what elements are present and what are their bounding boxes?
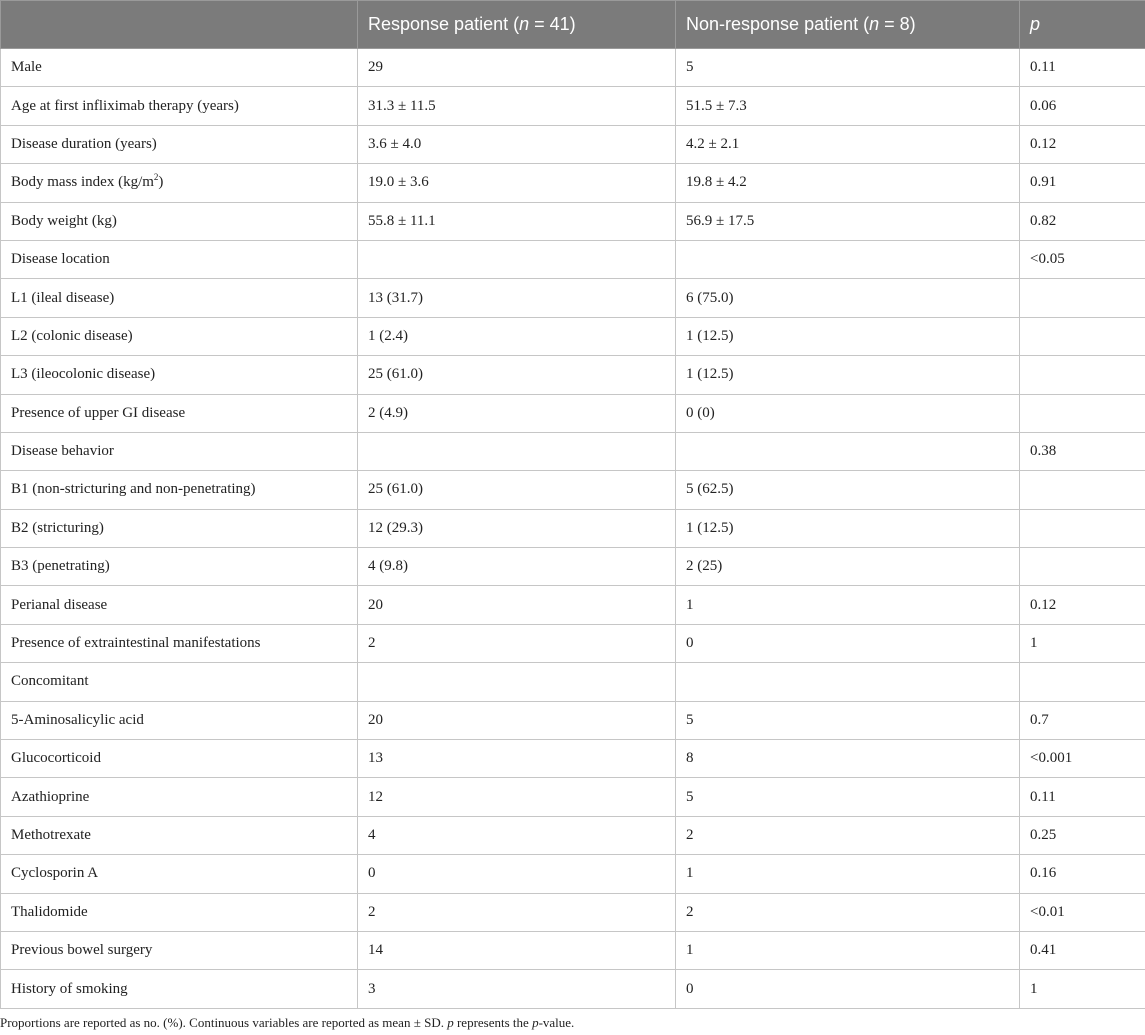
row-label-cell xyxy=(1,356,358,394)
p-value-cell xyxy=(1020,356,1145,394)
header-response-n: n xyxy=(519,14,530,34)
response-value-cell: 29 xyxy=(358,49,676,87)
nonresponse-value-cell: 51.5 ± 7.3 xyxy=(676,87,1020,125)
p-value-cell xyxy=(1020,663,1145,701)
nonresponse-value-cell: 1 (12.5) xyxy=(676,356,1020,394)
nonresponse-value-cell: 5 xyxy=(676,778,1020,816)
table-header xyxy=(1,1,1145,49)
table-row xyxy=(1,586,1145,624)
response-value-cell: 20 xyxy=(358,586,676,624)
row-label-cell xyxy=(1,509,358,547)
nonresponse-value-cell: 0 xyxy=(676,624,1020,662)
header-nonresponse-prefix: Non-response patient ( xyxy=(686,14,870,34)
response-value-cell: 12 xyxy=(358,778,676,816)
table-row xyxy=(1,893,1145,931)
header-nonresponse-n: n xyxy=(869,14,880,34)
row-label-cell xyxy=(1,663,358,701)
nonresponse-value-cell: 1 xyxy=(676,586,1020,624)
nonresponse-value-cell xyxy=(676,663,1020,701)
p-value-cell xyxy=(1020,317,1145,355)
row-label-cell xyxy=(1,471,358,509)
table-row xyxy=(1,202,1145,240)
response-value-cell: 2 (4.9) xyxy=(358,394,676,432)
row-label-suffix: ) xyxy=(158,174,164,191)
row-label-cell xyxy=(1,394,358,432)
p-value-cell: <0.001 xyxy=(1020,740,1145,778)
row-label: Previous bowel surgery xyxy=(11,942,153,959)
nonresponse-value-cell: 1 (12.5) xyxy=(676,317,1020,355)
header-p-value xyxy=(1020,1,1145,49)
nonresponse-value-cell: 5 (62.5) xyxy=(676,471,1020,509)
nonresponse-value-cell: 19.8 ± 4.2 xyxy=(676,164,1020,202)
nonresponse-value-cell: 56.9 ± 17.5 xyxy=(676,202,1020,240)
row-label: Presence of upper GI disease xyxy=(11,404,186,421)
row-label-cell xyxy=(1,778,358,816)
nonresponse-value-cell: 1 xyxy=(676,931,1020,969)
row-label-cell xyxy=(1,816,358,854)
p-value-cell: 1 xyxy=(1020,970,1145,1008)
response-value-cell: 3.6 ± 4.0 xyxy=(358,125,676,163)
row-label: B1 (non-stricturing and non-penetrating) xyxy=(11,481,256,498)
nonresponse-value-cell xyxy=(676,432,1020,470)
table-row xyxy=(1,548,1145,586)
row-label: Body mass index (kg/m xyxy=(11,174,154,191)
table-row xyxy=(1,663,1145,701)
footnote-p-italic-2: p xyxy=(532,1015,539,1030)
p-value-cell xyxy=(1020,279,1145,317)
row-label: History of smoking xyxy=(11,980,128,997)
row-label: Thalidomide xyxy=(11,903,88,920)
row-label: Disease duration (years) xyxy=(11,135,157,152)
p-value-cell: 0.41 xyxy=(1020,931,1145,969)
table-body xyxy=(1,49,1145,1009)
p-value-cell: 0.25 xyxy=(1020,816,1145,854)
row-label: Male xyxy=(11,59,42,76)
nonresponse-value-cell: 2 (25) xyxy=(676,548,1020,586)
table-row xyxy=(1,49,1145,87)
response-value-cell: 20 xyxy=(358,701,676,739)
row-label: Cyclosporin A xyxy=(11,865,99,882)
row-label-cell xyxy=(1,49,358,87)
response-value-cell: 3 xyxy=(358,970,676,1008)
response-value-cell: 12 (29.3) xyxy=(358,509,676,547)
p-value-cell: 0.12 xyxy=(1020,586,1145,624)
row-label-cell xyxy=(1,893,358,931)
response-value-cell: 14 xyxy=(358,931,676,969)
row-label-cell xyxy=(1,701,358,739)
p-value-cell xyxy=(1020,394,1145,432)
row-label: Methotrexate xyxy=(11,827,91,843)
header-p-label: p xyxy=(1030,14,1041,34)
row-label-cell xyxy=(1,317,358,355)
row-label: Disease behavior xyxy=(11,443,114,460)
p-value-cell: 0.06 xyxy=(1020,87,1145,125)
response-value-cell: 31.3 ± 11.5 xyxy=(358,87,676,125)
row-label: B2 (stricturing) xyxy=(11,519,104,536)
row-label: Concomitant xyxy=(11,673,89,690)
nonresponse-value-cell: 1 xyxy=(676,855,1020,893)
row-label-cell xyxy=(1,164,358,202)
table-row xyxy=(1,701,1145,739)
header-row xyxy=(1,1,1145,49)
row-label: 5-Aminosalicylic acid xyxy=(11,711,144,728)
table-row xyxy=(1,356,1145,394)
nonresponse-value-cell: 8 xyxy=(676,740,1020,778)
row-label: B3 (penetrating) xyxy=(11,558,110,575)
p-value-cell: 0.12 xyxy=(1020,125,1145,163)
response-value-cell: 4 (9.8) xyxy=(358,548,676,586)
p-value-cell: 0.11 xyxy=(1020,778,1145,816)
table-row xyxy=(1,855,1145,893)
table-row xyxy=(1,240,1145,278)
table-row xyxy=(1,394,1145,432)
footnote-part3: -value. xyxy=(538,1015,575,1030)
row-label-cell xyxy=(1,125,358,163)
nonresponse-value-cell: 6 (75.0) xyxy=(676,279,1020,317)
row-label-cell xyxy=(1,202,358,240)
response-value-cell: 25 (61.0) xyxy=(358,356,676,394)
p-value-cell: 0.11 xyxy=(1020,49,1145,87)
footnote-part1: Proportions are reported as no. (%). Continuous variables are reported as mean ± SD. xyxy=(0,1015,448,1030)
header-response-prefix: Response patient ( xyxy=(368,14,520,34)
p-value-cell: 0.91 xyxy=(1020,164,1145,202)
table-row xyxy=(1,432,1145,470)
p-value-cell: 1 xyxy=(1020,624,1145,662)
row-label: Perianal disease xyxy=(11,596,108,613)
nonresponse-value-cell: 1 (12.5) xyxy=(676,509,1020,547)
p-value-cell: <0.05 xyxy=(1020,240,1145,278)
row-label-cell xyxy=(1,548,358,586)
table-row xyxy=(1,816,1145,854)
table-row xyxy=(1,125,1145,163)
row-label: Age at first infliximab therapy (years) xyxy=(11,97,239,114)
row-label: L2 (colonic disease) xyxy=(11,327,133,344)
response-value-cell: 13 xyxy=(358,740,676,778)
row-label: Disease location xyxy=(11,251,110,268)
row-label-cell xyxy=(1,855,358,893)
nonresponse-value-cell: 2 xyxy=(676,816,1020,854)
response-value-cell: 0 xyxy=(358,855,676,893)
nonresponse-value-cell: 4.2 ± 2.1 xyxy=(676,125,1020,163)
table-row xyxy=(1,970,1145,1008)
response-value-cell: 2 xyxy=(358,624,676,662)
nonresponse-value-cell xyxy=(676,240,1020,278)
response-value-cell: 2 xyxy=(358,893,676,931)
nonresponse-value-cell: 2 xyxy=(676,893,1020,931)
p-value-cell xyxy=(1020,509,1145,547)
nonresponse-value-cell: 5 xyxy=(676,49,1020,87)
table-row xyxy=(1,778,1145,816)
table-row xyxy=(1,624,1145,662)
row-label-cell xyxy=(1,432,358,470)
response-value-cell: 4 xyxy=(358,816,676,854)
row-label-cell xyxy=(1,279,358,317)
row-label: Presence of extraintestinal manifestations xyxy=(11,635,261,652)
response-value-cell: 55.8 ± 11.1 xyxy=(358,202,676,240)
header-response-patient xyxy=(358,1,676,49)
header-nonresponse-suffix: = 8) xyxy=(879,14,916,34)
p-value-cell: 0.38 xyxy=(1020,432,1145,470)
row-label: Azathioprine xyxy=(11,788,90,805)
footnote-p-italic: p xyxy=(447,1015,454,1030)
row-label: L1 (ileal disease) xyxy=(11,289,115,306)
table-row xyxy=(1,164,1145,202)
p-value-cell: 0.82 xyxy=(1020,202,1145,240)
row-label: Glucocorticoid xyxy=(11,750,101,767)
nonresponse-value-cell: 0 xyxy=(676,970,1020,1008)
table-row xyxy=(1,317,1145,355)
row-label-cell xyxy=(1,586,358,624)
row-label: L3 (ileocolonic disease) xyxy=(11,366,156,383)
nonresponse-value-cell: 5 xyxy=(676,701,1020,739)
response-value-cell: 19.0 ± 3.6 xyxy=(358,164,676,202)
p-value-cell xyxy=(1020,548,1145,586)
p-value-cell xyxy=(1020,471,1145,509)
response-value-cell xyxy=(358,663,676,701)
p-value-cell: 0.16 xyxy=(1020,855,1145,893)
response-value-cell xyxy=(358,240,676,278)
table-row xyxy=(1,740,1145,778)
row-label-cell xyxy=(1,970,358,1008)
row-label-cell xyxy=(1,87,358,125)
response-value-cell: 25 (61.0) xyxy=(358,471,676,509)
p-value-cell: <0.01 xyxy=(1020,893,1145,931)
header-nonresponse-patient xyxy=(676,1,1020,49)
p-value-cell: 0.7 xyxy=(1020,701,1145,739)
table-row xyxy=(1,279,1145,317)
response-value-cell xyxy=(358,432,676,470)
header-response-suffix: = 41) xyxy=(529,14,576,34)
table-row xyxy=(1,509,1145,547)
table-row xyxy=(1,931,1145,969)
table-row xyxy=(1,87,1145,125)
table-footnote xyxy=(0,1015,574,1031)
nonresponse-value-cell: 0 (0) xyxy=(676,394,1020,432)
response-value-cell: 13 (31.7) xyxy=(358,279,676,317)
row-label-cell xyxy=(1,240,358,278)
header-blank xyxy=(1,1,358,49)
response-value-cell: 1 (2.4) xyxy=(358,317,676,355)
table-row xyxy=(1,471,1145,509)
row-label-cell xyxy=(1,740,358,778)
row-label-superscript: 2 xyxy=(153,172,159,183)
footnote-part2: represents the xyxy=(453,1015,533,1030)
row-label: Body weight (kg) xyxy=(11,212,117,229)
row-label-cell xyxy=(1,931,358,969)
row-label-cell xyxy=(1,624,358,662)
